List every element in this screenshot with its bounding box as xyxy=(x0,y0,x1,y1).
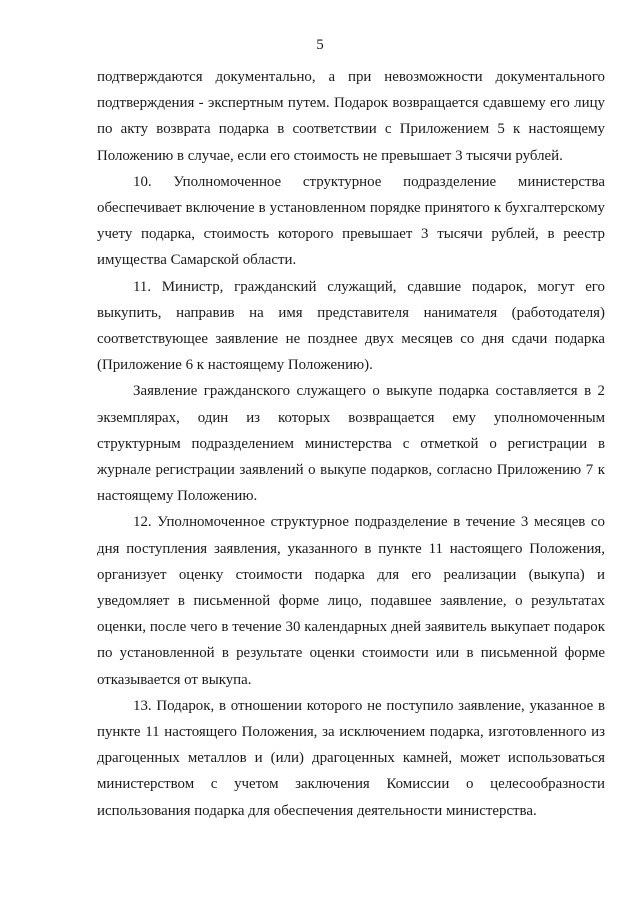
paragraph-item-10: 10. Уполномоченное структурное подразделение министерства обеспечивает включение в установленном порядке принятого к бухгалтерскому учету подарка, стоимость которого превышает 3 тысячи рублей, в реестр имущества Самарской области. xyxy=(97,173,605,269)
paragraph-item-11: 11. Министр, гражданский служащий, сдавшие подарок, могут его выкупить, направив на имя представителя нанимателя (работодателя) соответствующее заявление не позднее двух месяцев со дня сдачи подарка (Приложение 6 к настоящему Положению). xyxy=(97,278,605,374)
paragraph-application-copies: Заявление гражданского служащего о выкупе подарка составляется в 2 экземплярах, один из которых возвращается ему уполномоченным структурным подразделением министерства с отметкой о регистрации в журнале регистрации заявлений о выкупе подарков, согласно Приложению 7 к настоящему Положению. xyxy=(97,383,605,505)
document-body xyxy=(97,64,605,824)
paragraph-item-12: 12. Уполномоченное структурное подразделение в течение 3 месяцев со дня поступления заявления, указанного в пункте 11 настоящего Положения, организует оценку стоимости подарка для его реализации (выкупа) и уведомляет в письменной форме лицо, подавшее заявление, о результатах оценки, после чего в течение 30 календарных дней заявитель выкупает подарок по установленной в результате оценки стоимости или в письменной форме отказывается от выкупа. xyxy=(97,514,605,688)
paragraph-item-13: 13. Подарок, в отношении которого не поступило заявление, указанное в пункте 11 настоящего Положения, за исключением подарка, изготовленного из драгоценных металлов и (или) драгоценных камней, может использоваться министерством с учетом заключения Комиссии о целесообразности использования подарка для обеспечения деятельности министерства. xyxy=(97,697,605,819)
paragraph-continuation: подтверждаются документально, а при невозможности документального подтверждения - экспертным путем. Подарок возвращается сдавшему его лицу по акту возврата подарка в соответствии с Приложением 5 к настоящему Положению в случае, если его стоимость не превышает 3 тысячи рублей. xyxy=(97,69,605,164)
page-number: 5 xyxy=(316,37,324,53)
